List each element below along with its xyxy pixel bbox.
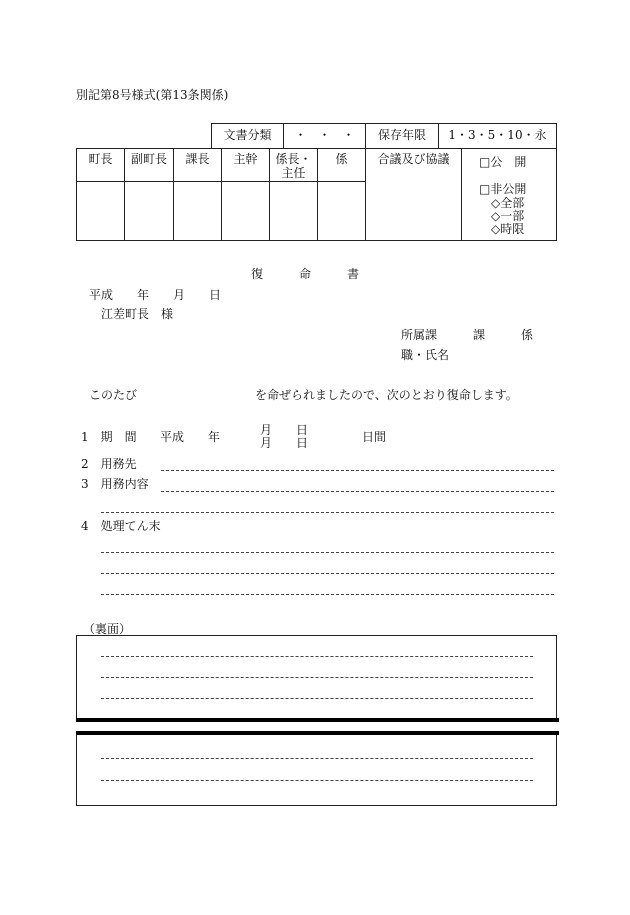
destination-label: 2 用務先 (81, 457, 137, 471)
approver-mayor: 町長 (88, 152, 113, 166)
reverse-line-1 (101, 656, 533, 657)
doc-class-label: 文書分類 (223, 128, 272, 142)
result-line-3 (101, 594, 554, 595)
affiliation: 所属課 課 係 (401, 328, 534, 342)
approver-senior-staff: 主任 (281, 166, 306, 180)
approver-subsection-chief: 係長・ (275, 152, 312, 166)
retention-label: 保存年限 (377, 128, 426, 142)
approver-section-chief: 課長 (185, 152, 210, 166)
result-line-2 (101, 573, 554, 574)
reverse-line-2 (101, 677, 533, 678)
reverse-line-5 (101, 780, 533, 781)
period-start-month-day: 月 日 (260, 423, 309, 437)
reverse-box-2 (76, 735, 557, 806)
separator-thick-1 (76, 718, 559, 722)
period-label: 1 期 間 (81, 430, 137, 444)
intro-right: を命ぜられましたので、次のとおり復命します。 (255, 388, 518, 402)
disclosure-public: □公 開 (479, 155, 527, 169)
retention-value: 1・3・5・10・永 (448, 128, 547, 142)
form-label: 別記第8号様式(第13条関係) (76, 88, 229, 102)
result-line-1 (101, 552, 554, 553)
report-date: 平成 年 月 日 (89, 288, 222, 302)
approver-deputy-mayor: 副町長 (130, 152, 167, 166)
period-era: 平成 年 (160, 430, 221, 444)
period-end-month-day: 月 日 (260, 436, 309, 450)
disclosure-all: ◇全部 (491, 196, 525, 210)
reverse-line-4 (101, 758, 533, 759)
content-line-1 (161, 491, 554, 492)
approver-chief-secretary: 主幹 (233, 152, 258, 166)
intro-left: このたび (89, 388, 138, 402)
reverse-line-3 (101, 698, 533, 699)
disclosure-partial: ◇一部 (491, 209, 525, 223)
content-label: 3 用務内容 (81, 477, 149, 491)
result-label: 4 処理てん末 (81, 519, 161, 533)
period-days: 日間 (362, 430, 387, 444)
destination-line (161, 470, 554, 471)
disclosure-timed: ◇時限 (491, 222, 525, 236)
content-line-2 (101, 512, 554, 513)
addressee: 江差町長 様 (101, 307, 174, 321)
page-title: 復 命 書 (251, 267, 360, 281)
doc-class-value: ・ ・ ・ (294, 128, 355, 142)
reverse-label: （裏面） (83, 622, 132, 636)
approver-staff: 係 (335, 152, 348, 166)
disclosure-nonpublic: □非公開 (479, 182, 527, 196)
consult-label: 合議及び協議 (377, 152, 450, 166)
position-name: 職・氏名 (401, 348, 450, 362)
